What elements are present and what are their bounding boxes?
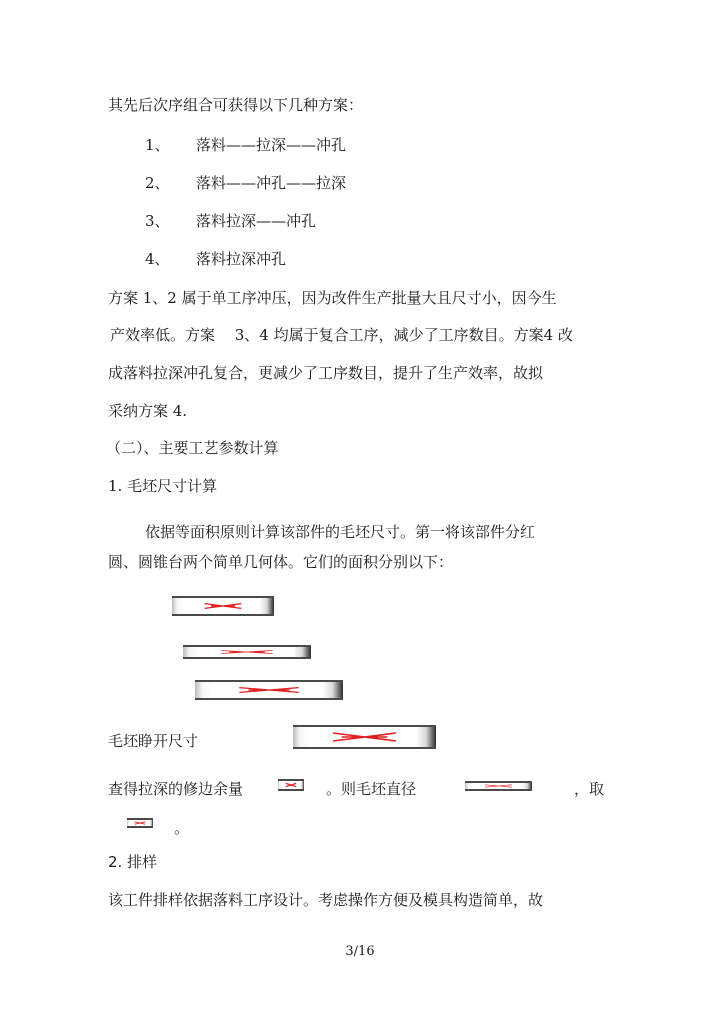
paragraph-line: 圆、圆锥台两个简单几何体。它们的面积分别以下： [108,553,454,571]
section-heading: （二）、主要工艺参数计算 [106,439,279,457]
paragraph-line: 依据等面积原则计算该部件的毛坯尺寸。第一将该部件分红 [145,523,536,541]
option-text: 落料拉深冲孔 [196,250,287,268]
paragraph-line: 采纳方案 4. [108,402,188,420]
formula-image [127,818,153,828]
formula-image [465,781,532,791]
intro-line: 其先后次序组合可获得以下几种方案： [108,96,364,114]
option-number: 3、 [145,212,170,230]
paragraph-line: 成落料拉深冲孔复合，更减少了工序数目，提升了生产效率，故拟 [108,364,544,382]
formula-image [172,596,274,616]
option-text: 落料——冲孔——拉深 [196,174,347,192]
trim-text: 。则毛坯直径 [326,780,417,798]
option-number: 1、 [145,136,170,154]
option-number: 2、 [145,174,170,192]
blank-size-label: 毛坯睁开尺寸 [108,732,199,750]
subsection-heading: 1. 毛坯尺寸计算 [108,477,218,495]
option-number: 4、 [145,250,170,268]
formula-image [278,779,304,791]
formula-image [195,680,343,700]
trim-text: 。 [174,819,190,837]
formula-image [183,645,311,659]
option-text: 落料——拉深——冲孔 [196,136,347,154]
page-number: 3/16 [345,944,375,959]
paragraph-line: 产效率低。方案 3、4 均属于复合工序，减少了工序数目。方案4 改 [110,326,573,344]
option-text: 落料拉深——冲孔 [196,212,317,230]
trim-text: 查得拉深的修边余量 [108,780,244,798]
paragraph-line: 方案 1、2 属于单工序冲压，因为改件生产批量大且尺寸小，因今生 [108,289,557,307]
formula-image [293,725,436,749]
paragraph-line: 该工件排样依据落料工序设计。考虑操作方便及模具构造简单，故 [108,891,544,909]
trim-text: ，取 [574,780,605,798]
subsection-heading: 2. 排样 [108,853,158,871]
